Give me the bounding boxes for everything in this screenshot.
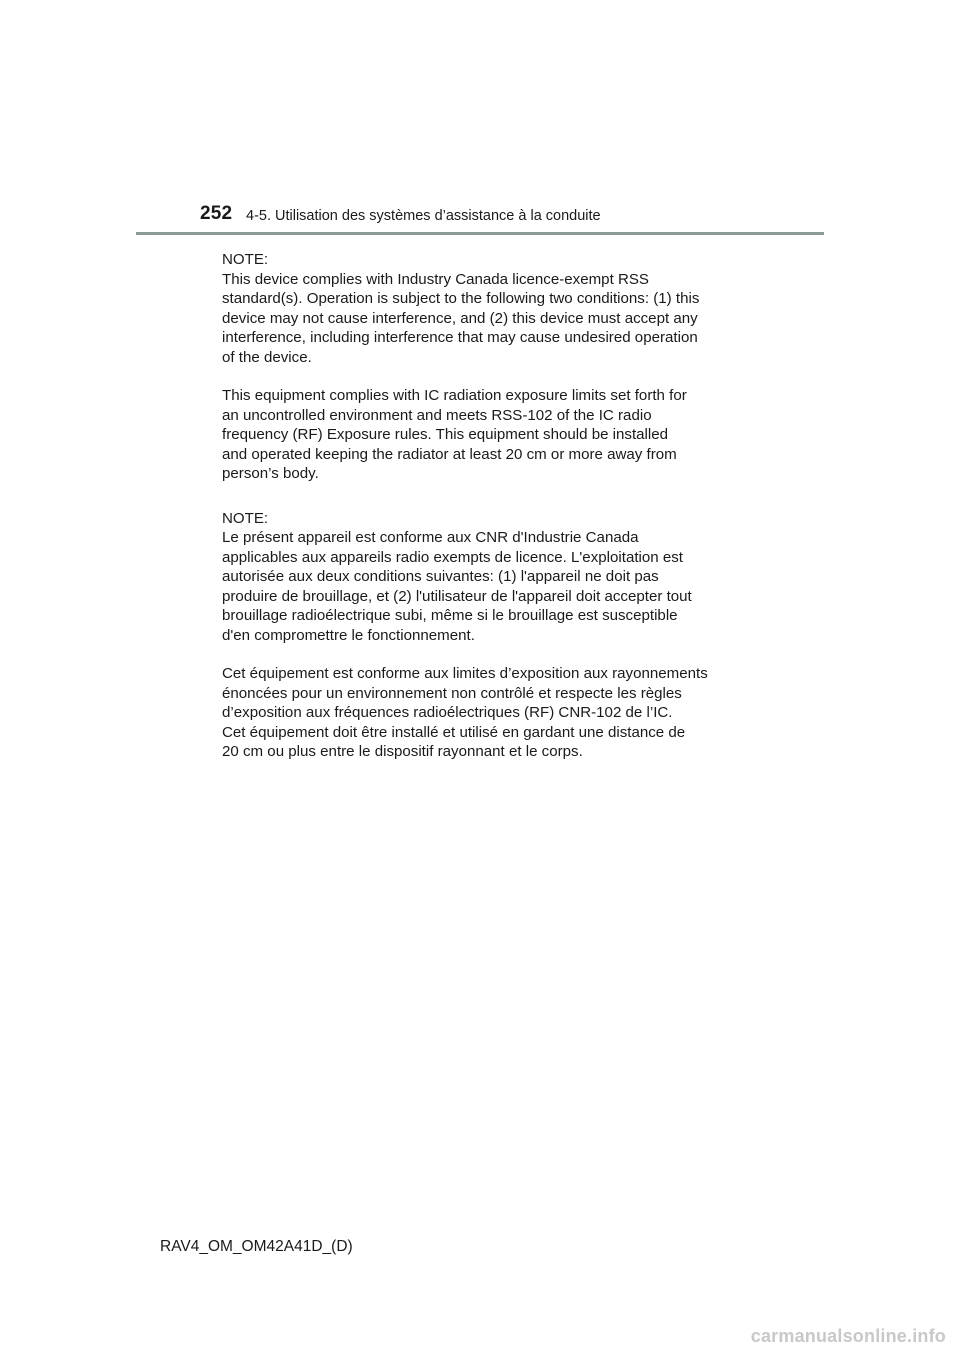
page-header: [0, 0, 960, 236]
section-title: 4-5. Utilisation des systèmes d’assistance à la conduite: [246, 208, 601, 224]
french-notice-paragraph: NOTE: Le présent appareil est conforme aux CNR d'Industrie Canada applicables aux appareils radio exempts de licence. L'exploitation est autorisée aux deux conditions suivantes: (1) l'appareil ne doit pas produire de brouillage, et (2) l'utilisateur de l'appareil doit accepter tout brouillage radioélectrique subi, même si le brouillage est susceptible d'en compromettre le fonctionnement.: [222, 509, 692, 644]
document-code: RAV4_OM_OM42A41D_(D): [160, 1238, 353, 1255]
english-notice-paragraph: NOTE: This device complies with Industry Canada licence-exempt RSS standard(s). Operation is subject to the following two conditions: (1) this device may not cause interference, and (2) this device must accept any interference, including interference that may cause undesired operation of the device.: [222, 251, 700, 366]
page-content: [222, 250, 762, 762]
french-rf-exposure-paragraph: Cet équipement est conforme aux limites d’exposition aux rayonnements énoncées pour un environnement non contrôlé et respecte les règles d’exposition aux fréquences radioélectriques (RF) CNR-102 de l’IC. Cet équipement doit être installé et utilisé en gardant une distance de 20 cm ou plus entre le dispositif rayonnant et le corps.: [222, 665, 708, 760]
english-rf-exposure-paragraph: This equipment complies with IC radiation exposure limits set forth for an uncontrolled environment and meets RSS-102 of the IC radio frequency (RF) Exposure rules. This equipment should be installed and operated keeping the radiator at least 20 cm or more away from person’s body.: [222, 387, 687, 482]
page-number: 252: [200, 203, 233, 224]
watermark: carmanualsonline.info: [750, 1326, 946, 1346]
header-divider: [136, 232, 824, 235]
